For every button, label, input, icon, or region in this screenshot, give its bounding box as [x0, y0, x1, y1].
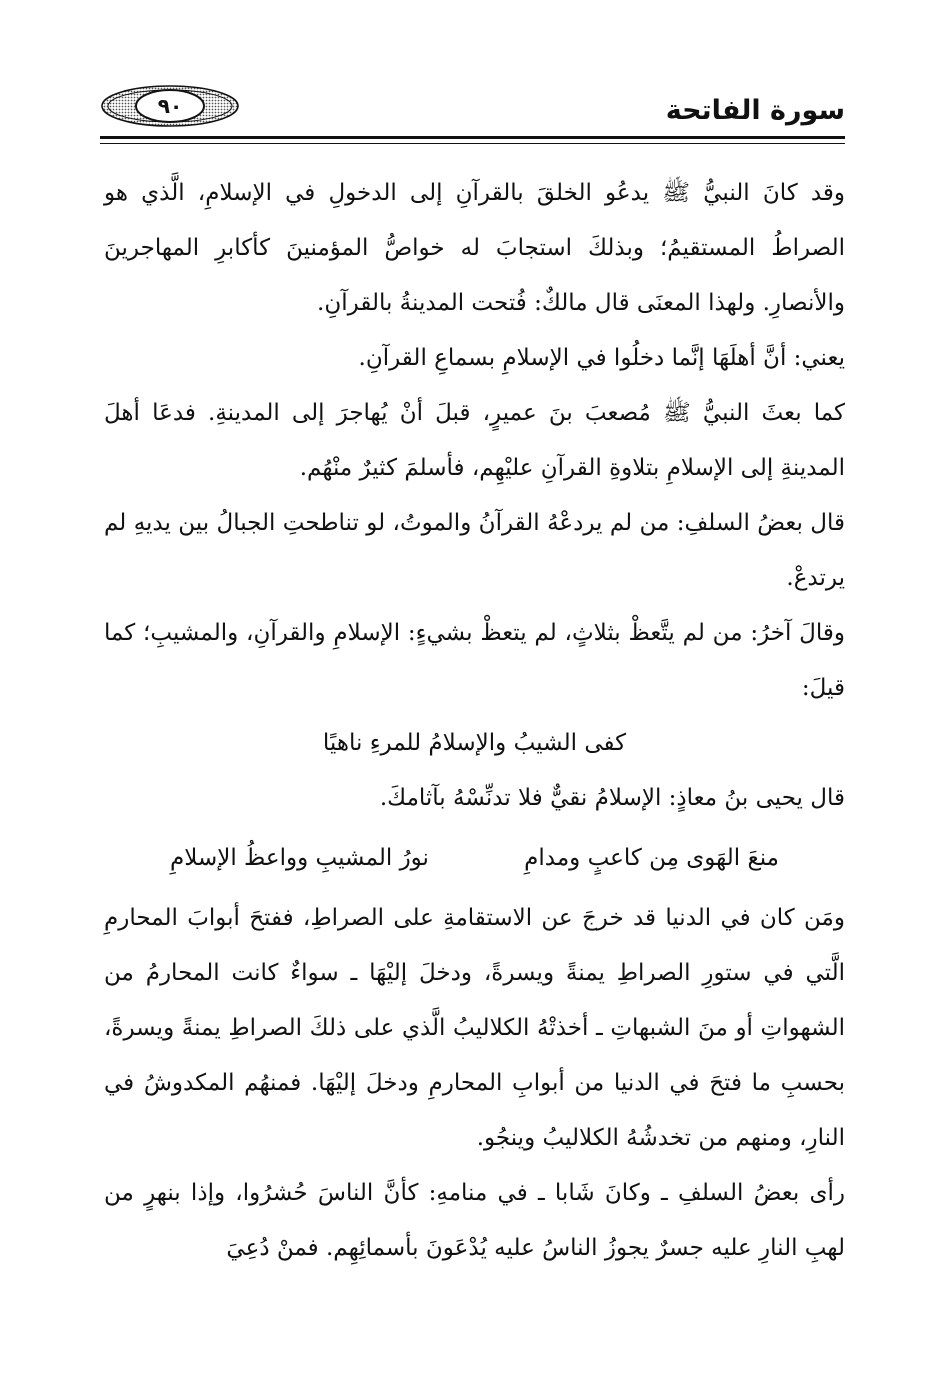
running-title: سورة الفاتحة	[665, 95, 845, 126]
paragraph: قال بعضُ السلفِ: من لم يردعْهُ القرآنُ والموتُ، لو تناطحتِ الجبالُ بين يديهِ لم يرتدعْ.	[104, 510, 845, 591]
paragraph: قال يحيى بنُ معاذٍ: الإسلامُ نقيٌّ فلا تدنِّسْهُ بآثامكَ.	[379, 785, 845, 811]
verse-line: كفى الشيبُ والإسلامُ للمرءِ ناهيًا	[322, 730, 627, 756]
verse-first-hemistich: منعَ الهَوى مِن كاعبٍ ومدامِ	[524, 845, 779, 871]
verse-second-hemistich: نورُ المشيبِ وواعظُ الإسلامِ	[170, 845, 429, 871]
verse-couplet	[104, 830, 845, 887]
header-rule-thin	[100, 143, 845, 144]
page-number-badge	[100, 84, 240, 128]
paragraph: كما بعثَ النبيُّ ﷺ مُصعبَ بنَ عميرٍ، قبلَ أنْ يُهاجرَ إلى المدينةِ. فدعَا أهلَ المدينةِ إلى الإسلامِ بتلاوةِ القرآنِ عليْهِم، فأسلمَ كثيرٌ منْهُم.	[104, 400, 845, 481]
paragraph: وقد كانَ النبيُّ ﷺ يدعُو الخلقَ بالقرآنِ إلى الدخولِ في الإسلامِ، الَّذي هو الصراطُ المستقيمُ؛ وبذلكَ استجابَ له خواصُّ المؤمنينَ كأكابرِ المهاجرينَ والأنصارِ. ولهذا المعنَى قال مالكٌ: فُتحت المدينةُ بالقرآنِ.	[104, 180, 845, 316]
page-body	[104, 166, 845, 1276]
paragraph: وقالَ آخرُ: من لم يتَّعظْ بثلاثٍ، لم يتعظْ بشيءٍ: الإسلامِ والقرآنِ، والمشيبِ؛ كما قيلَ:	[104, 620, 845, 701]
header-rule	[100, 136, 845, 139]
paragraph: يعني: أنَّ أهلَهَا إنَّما دخلُوا في الإسلامِ بسماعِ القرآنِ.	[358, 345, 845, 371]
page-number: ٩٠	[157, 94, 183, 118]
page-header	[100, 80, 845, 142]
paragraph: رأى بعضُ السلفِ ـ وكانَ شَابا ـ في منامهِ: كأنَّ الناسَ حُشرُوا، وإذا بنهرٍ من لهبِ النارِ عليه جسرٌ يجوزُ الناسُ عليه يُدْعَونَ بأسمائِهِم. فمنْ دُعِيَ	[104, 1180, 845, 1261]
paragraph: ومَن كان في الدنيا قد خرجَ عن الاستقامةِ على الصراطِ، ففتحَ أبوابَ المحارمِ الَّتي في ستورِ الصراطِ يمنةً ويسرةً، ودخلَ إليْهَا ـ سواءٌ كانت المحارمُ من الشهواتِ أو منَ الشبهاتِ ـ أخذتْهُ الكلاليبُ الَّذي على ذلكَ الصراطِ يمنةً ويسرةً، بحسبِ ما فتحَ في الدنيا من أبوابِ المحارمِ ودخلَ إليْهَا. فمنهُم المكدوشُ في النارِ، ومنهم من تخدشُهُ الكلاليبُ وينجُو.	[104, 905, 845, 1151]
